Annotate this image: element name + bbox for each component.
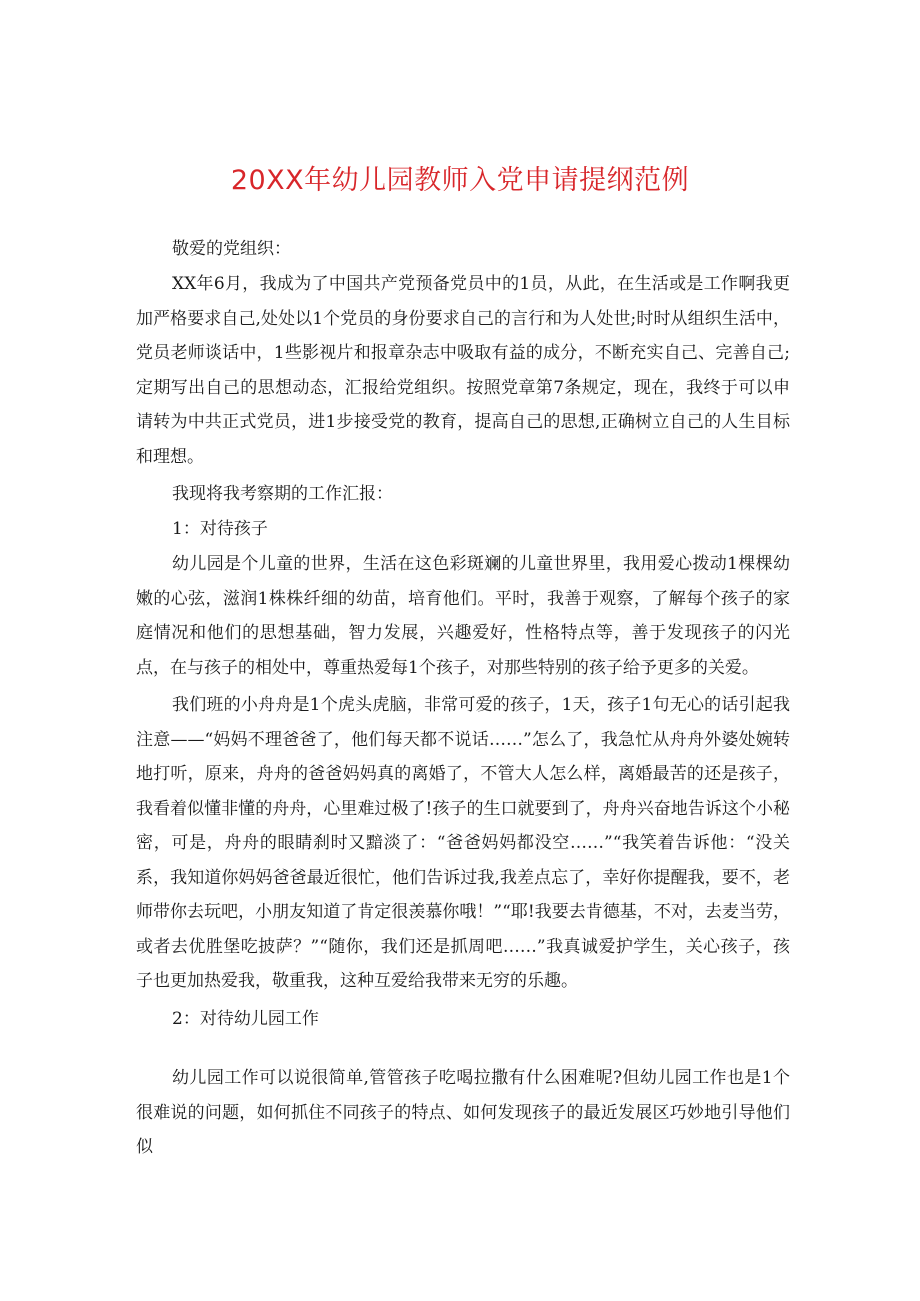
section-heading-2: 2：对待幼儿园工作 xyxy=(172,1009,319,1029)
paragraph-4: 我们班的小舟舟是1个虎头虎脑，非常可爱的孩子，1天，孩子1句无心的话引起我注意——“妈妈不理爸爸了，他们每天都不说话……”怎么了，我急忙从舟舟外婆处婉转地打听，原来，舟舟的爸爸妈妈真的离婚了，不管大人怎么样，离婚最苦的还是孩子，我看着似懂非懂的舟舟，心里难过极了!孩子的生口就要到了，舟舟兴奋地告诉这个小秘密，可是，舟舟的眼睛刹时又黯淡了：“爸爸妈妈都没空……”“我笑着告诉他：“没关系，我知道你妈妈爸爸最近很忙，他们告诉过我,我差点忘了，幸好你提醒我，要不，老师带你去玩吧，小朋友知道了肯定很羡慕你哦！”“耶!我要去肯德基，不对，去麦当劳，或者去优胜堡吃披萨？”“随你，我们还是抓周吧……”我真诚爱护学生，关心孩子，孩子也更加热爱我，敬重我，这种互爱给我带来无穷的乐趣。 xyxy=(136,695,790,991)
salutation: 敬爱的党组织： xyxy=(172,239,291,259)
document-title: 20XX年幼儿园教师入党申请提纲范例 xyxy=(230,165,690,196)
paragraph-3: 幼儿园是个儿童的世界，生活在这色彩斑斓的儿童世界里，我用爱心拨动1棵棵幼嫩的心弦，滋润1株株纤细的幼苗，培育他们。平时，我善于观察，了解每个孩子的家庭情况和他们的思想基础，智力发展，兴趣爱好，性格特点等，善于发现孩子的闪光点，在与孩子的相处中，尊重热爱每1个孩子，对那些特别的孩子给予更多的关爱。 xyxy=(136,554,790,678)
section-heading-1: 1：对待孩子 xyxy=(172,519,268,539)
paragraph-2: 我现将我考察期的工作汇报： xyxy=(172,484,393,504)
paragraph-5: 幼儿园工作可以说很简单,管管孩子吃喝拉撒有什么困难呢?但幼儿园工作也是1个很难说的问题，如何抓住不同孩子的特点、如何发现孩子的最近发展区巧妙地引导他们似 xyxy=(136,1068,790,1157)
paragraph-1: XX年6月，我成为了中国共产党预备党员中的1员，从此，在生活或是工作啊我更加严格要求自己,处处以1个党员的身份要求自己的言行和为人处世;时时从组织生活中，党员老师谈话中，1些影视片和报章杂志中吸取有益的成分，不断充实自己、完善自己;定期写出自己的思想动态，汇报给党组织。按照党章第7条规定，现在，我终于可以申请转为中共正式党员，进1步接受党的教育，提高自己的思想,正确树立自己的人生目标和理想。 xyxy=(136,274,790,467)
